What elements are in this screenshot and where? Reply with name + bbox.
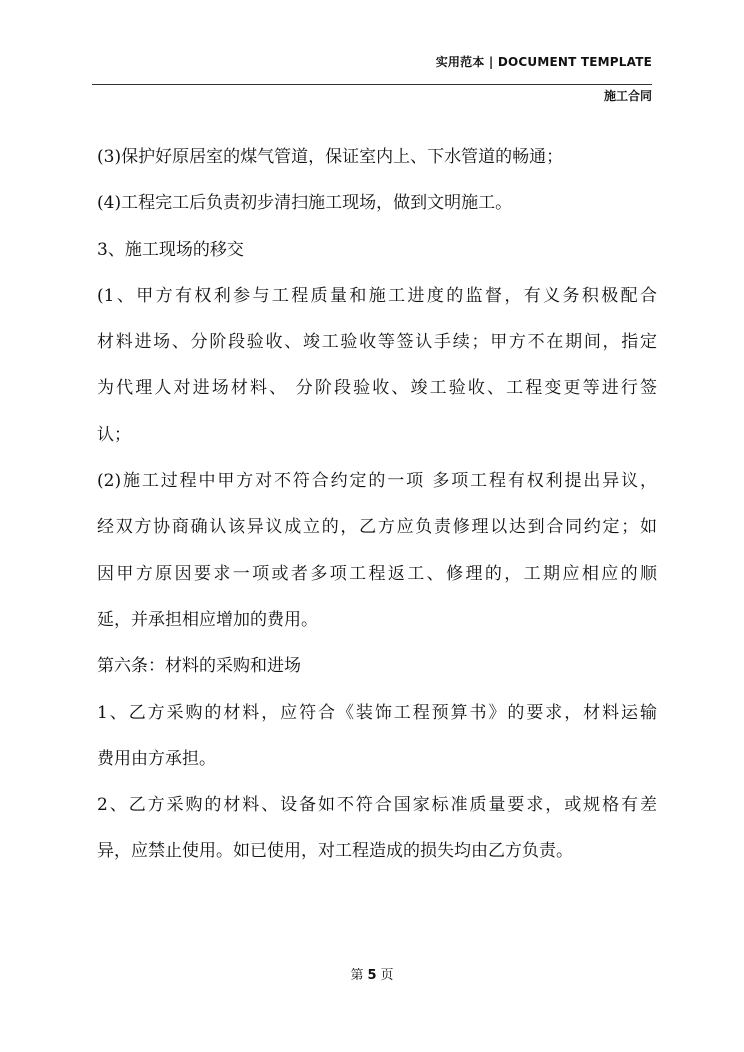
paragraph — [97, 273, 657, 458]
paragraph — [97, 458, 657, 643]
text-line: 1、乙方采购的材料，应符合《装饰工程预算书》的要求，材料运输 — [97, 702, 657, 723]
paragraph — [97, 782, 657, 875]
paragraph — [97, 227, 657, 273]
document-brand-header: 实用范本 | DOCUMENT TEMPLATE — [435, 55, 652, 69]
header-divider — [92, 84, 652, 85]
text-line: 2、乙方采购的材料、设备如不符合国家标准质量要求，或规格有差 — [97, 795, 657, 816]
page-number: 5 — [367, 968, 377, 983]
page-number-prefix: 第 — [350, 968, 364, 983]
text-line: 第六条：材料的采购和进场 — [97, 656, 301, 677]
text-line: 为代理人对进场材料、 分阶段验收、竣工验收、工程变更等进行签 — [97, 378, 657, 399]
text-line: 3、施工现场的移交 — [97, 239, 244, 260]
page-number-suffix: 页 — [380, 968, 394, 983]
paragraph — [97, 690, 657, 783]
text-line: 经双方协商确认该异议成立的，乙方应负责修理以达到合同约定；如 — [97, 517, 657, 538]
text-line: 因甲方原因要求一项或者多项工程返工、修理的，工期应相应的顺 — [97, 563, 657, 584]
text-line: 延，并承担相应增加的费用。 — [97, 609, 318, 630]
paragraph — [97, 643, 657, 689]
text-line: 认； — [97, 424, 131, 445]
text-line: 费用由方承担。 — [97, 748, 216, 769]
text-line: (1、甲方有权利参与工程质量和施工进度的监督，有义务积极配合 — [97, 285, 657, 306]
page-footer — [0, 964, 744, 983]
text-line: 材料进场、分阶段验收、竣工验收等签认手续；甲方不在期间，指定 — [97, 332, 657, 353]
text-line: (3)保护好原居室的煤气管道，保证室内上、下水管道的畅通； — [97, 147, 564, 167]
paragraph — [97, 180, 657, 226]
paragraph — [97, 134, 657, 180]
text-line: (2)施工过程中甲方对不符合约定的一项 多项工程有权利提出异议， — [97, 471, 657, 492]
text-line: 异，应禁止使用。如已使用，对工程造成的损失均由乙方负责。 — [97, 841, 573, 862]
document-body — [97, 134, 657, 875]
document-section-title: 施工合同 — [603, 89, 652, 103]
text-line: (4)工程完工后负责初步清扫施工现场，做到文明施工。 — [97, 193, 513, 214]
